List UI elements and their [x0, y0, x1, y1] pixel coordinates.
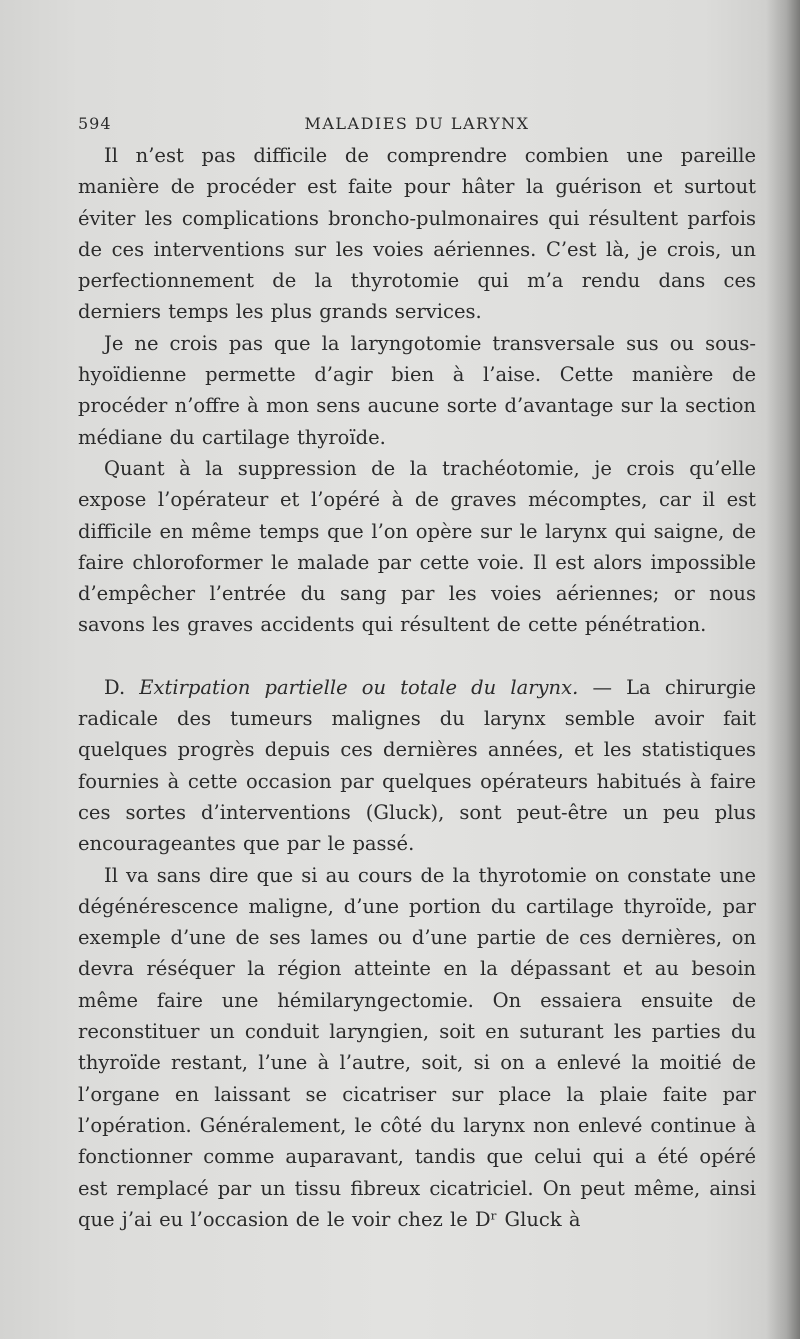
section-d-paragraph: [78, 672, 756, 860]
page-number: 594: [78, 114, 112, 133]
section-gap: [78, 641, 756, 672]
paragraph-3: Quant à la suppression de la trachéotomie, je crois qu’elle expose l’opérateur et l’opéré à de graves mécomptes, car il est difficile en même temps que l’on opère sur le larynx qui saigne, de faire chloroformer le malade par cette voie. Il est alors impossible d’empêcher l’entrée du sang par les voies aériennes; or nous savons les graves accidents qui résultent de cette pénétration.: [78, 456, 756, 637]
paragraph-2: Je ne crois pas que la laryngotomie transversale sus ou sous-hyoïdienne permette d’agir bien à l’aise. Cette manière de procéder n’offre à mon sens aucune sorte d’avantage sur la section médiane du cartilage thyroïde.: [78, 331, 756, 449]
page-edge-shadow: [766, 0, 800, 1339]
page-header: [78, 108, 756, 140]
running-title: MALADIES DU LARYNX: [304, 114, 530, 133]
section-letter: D.: [104, 675, 140, 699]
section-heading: Extirpation partielle ou totale du larynx.: [139, 675, 579, 699]
text-column: [78, 108, 756, 1235]
paragraph-1: Il n’est pas difficile de comprendre combien une pareille manière de procéder est faite pour hâter la guérison et surtout éviter les complications broncho-pulmonaires qui résultent parfois de ces interventions sur les voies aériennes. C’est là, je crois, un perfectionnement de la thyrotomie qui m’a rendu dans ces derniers temps les plus grands services.: [78, 144, 756, 324]
paragraph-5: Il va sans dire que si au cours de la thyrotomie on constate une dégénérescence maligne, d’une portion du cartilage thyroïde, par exemple d’une de ses lames ou d’une partie de ces dernières, on devra réséquer la région atteinte en la dépassant et au besoin même faire une hémilaryngectomie. On essaiera ensuite de reconstituer un conduit laryngien, soit en suturant les parties du thyroïde restant, l’une à l’autre, soit, si on a enlevé la moitié de l’organe en laissant se cicatriser sur place la plaie faite par l’opération. Généralement, le côté du larynx non enlevé continue à fonctionner comme auparavant, tandis que celui qui a été opéré est remplacé par un tissu fibreux cicatriciel. On peut même, ainsi que j’ai eu l’occasion de le voir chez le Dʳ Gluck à: [78, 863, 756, 1231]
section-d-body: — La chirurgie radicale des tumeurs malignes du larynx semble avoir fait quelques progrès depuis ces dernières années, et les statistiques fournies à cette occasion par quelques opérateurs habitués à faire ces sortes d’interventions (Gluck), sont peut-être un peu plus encourageantes que par le passé.: [78, 675, 757, 856]
